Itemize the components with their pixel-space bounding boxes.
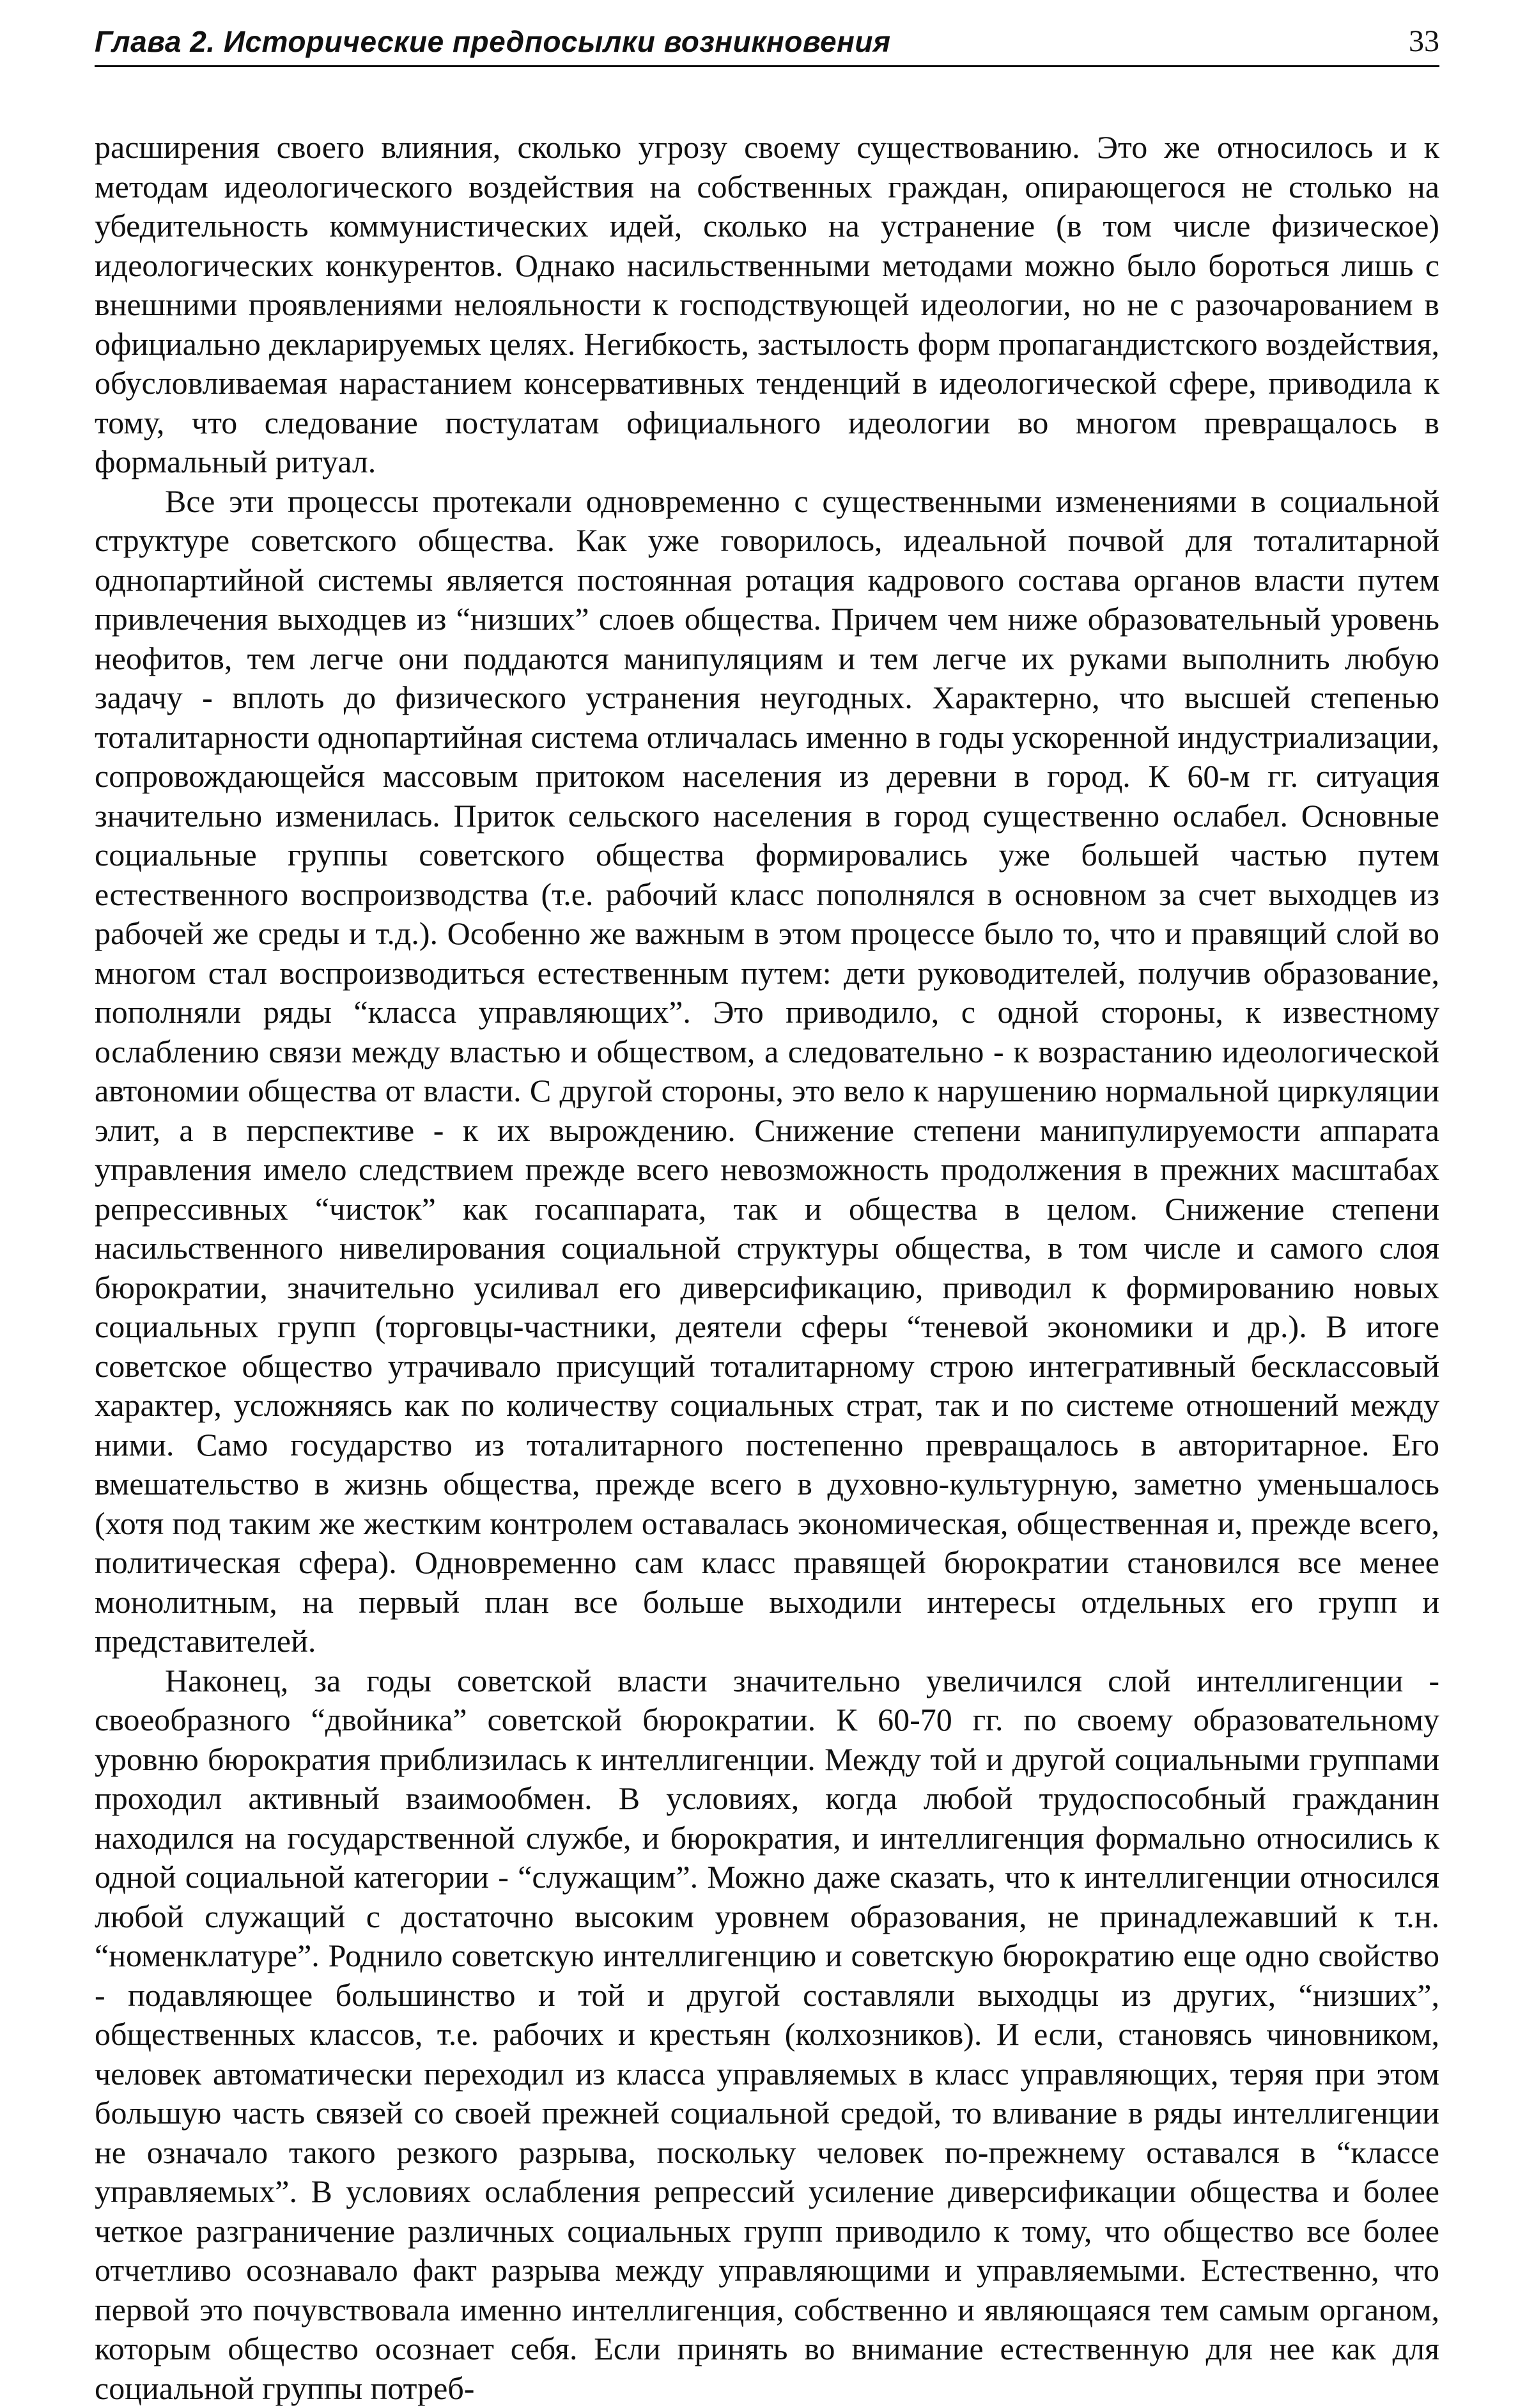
header-rule (95, 65, 1439, 67)
paragraph-continuation: расширения своего влияния, сколько угрозу своему существованию. Это же относилось и к методам идеологического воздействия на собственных граждан, опирающегося не столько на убедительность коммунистических идей, сколько на устранение (в том числе физическое) идеологических конкурентов. Однако насильственными методами можно было бороться лишь с внешними проявлениями нелояльности к господствующей идеологии, но не с разочарованием в официально декларируемых целях. Негибкость, застылость форм пропагандистского воздействия, обусловливаемая нарастанием консервативных тенденций в идеологической сфере, приводила к тому, что следование постулатам официального идеологии во многом превращалось в формальный ритуал. (95, 128, 1439, 482)
body-text (95, 128, 1439, 2408)
running-head (95, 22, 1439, 66)
paragraph-social-structure: Все эти процессы протекали одновременно с существенными изменениями в социальной структуре советского общества. Как уже говорилось, идеальной почвой для тоталитарной однопартийной системы является постоянная ротация кадрового состава органов власти путем привлечения выходцев из “низших” слоев общества. Причем чем ниже образовательный уровень неофитов, тем легче они поддаются манипуляциям и тем легче их руками выполнить любую задачу - вплоть до физического устранения неугодных. Характерно, что высшей степенью тоталитарности однопартийная система отличалась именно в годы ускоренной индустриализации, сопровождающейся массовым притоком населения из деревни в город. К 60-м гг. ситуация значительно изменилась. Приток сельского населения в город существенно ослабел. Основные социальные группы советского общества формировались уже большей частью путем естественного воспроизводства (т.е. рабочий класс пополнялся в основном за счет выходцев из рабочей же среды и т.д.). Особенно же важным в этом процессе было то, что и правящий слой во многом стал воспроизводиться естественным путем: дети руководителей, получив образование, пополняли ряды “класса управляющих”. Это приводило, с одной стороны, к известному ослаблению связи между властью и обществом, а следовательно - к возрастанию идеологической автономии общества от власти. С другой стороны, это вело к нарушению нормальной циркуляции элит, а в перспективе - к их вырождению. Снижение степени манипулируемости аппарата управления имело следствием прежде всего невозможность продолжения в прежних масштабах репрессивных “чисток” как госаппарата, так и общества в целом. Снижение степени насильственного нивелирования социальной структуры общества, в том числе и самого слоя бюрократии, значительно усиливал его диверсификацию, приводил к формированию новых социальных групп (торговцы-частники, деятели сферы “теневой экономики и др.). В итоге советское общество утрачивало присущий тоталитарному строю интегративный бесклассовый характер, усложняясь как по количеству социальных страт, так и по системе отношений между ними. Само государство из тоталитарного постепенно превращалось в авторитарное. Его вмешательство в жизнь общества, прежде всего в духовно-культурную, заметно уменьшалось (хотя под таким же жестким контролем оставалась экономическая, общественная и, прежде всего, политическая сфера). Одновременно сам класс правящей бюрократии становился все менее монолитным, на первый план все больше выходили интересы отдельных его групп и представителей. (95, 482, 1439, 1661)
page-number: 33 (1409, 24, 1439, 59)
paragraph-intelligentsia: Наконец, за годы советской власти значительно увеличился слой интеллигенции - своеобразного “двойника” советской бюрократии. К 60-70 гг. по своему образовательному уровню бюрократия приблизилась к интеллигенции. Между той и другой социальными группами проходил активный взаимообмен. В условиях, когда любой трудоспособный гражданин находился на государственной службе, и бюрократия, и интеллигенция формально относились к одной социальной категории - “служащим”. Можно даже сказать, что к интеллигенции относился любой служащий с достаточно высоким уровнем образования, не принадлежавший к т.н. “номенклатуре”. Роднило советскую интеллигенцию и советскую бюрократию еще одно свойство - подавляющее большинство и той и другой составляли выходцы из других, “низших”, общественных классов, т.е. рабочих и крестьян (колхозников). И если, становясь чиновником, человек автоматически переходил из класса управляемых в класс управляющих, теряя при этом большую часть связей со своей прежней социальной средой, то вливание в ряды интеллигенции не означало такого резкого разрыва, поскольку человек по-прежнему оставался в “классе управляемых”. В условиях ослабления репрессий усиление диверсификации общества и более четкое разграничение различных социальных групп приводило к тому, что общество все более отчетливо осознавало факт разрыва между управляющими и управляемыми. Естественно, что первой это почувствовала именно интеллигенция, собственно и являющаяся тем самым органом, которым общество осознает себя. Если принять во внимание естественную для нее как для социальной группы потреб- (95, 1661, 1439, 2408)
running-title: Глава 2. Исторические предпосылки возникновения (95, 24, 891, 59)
